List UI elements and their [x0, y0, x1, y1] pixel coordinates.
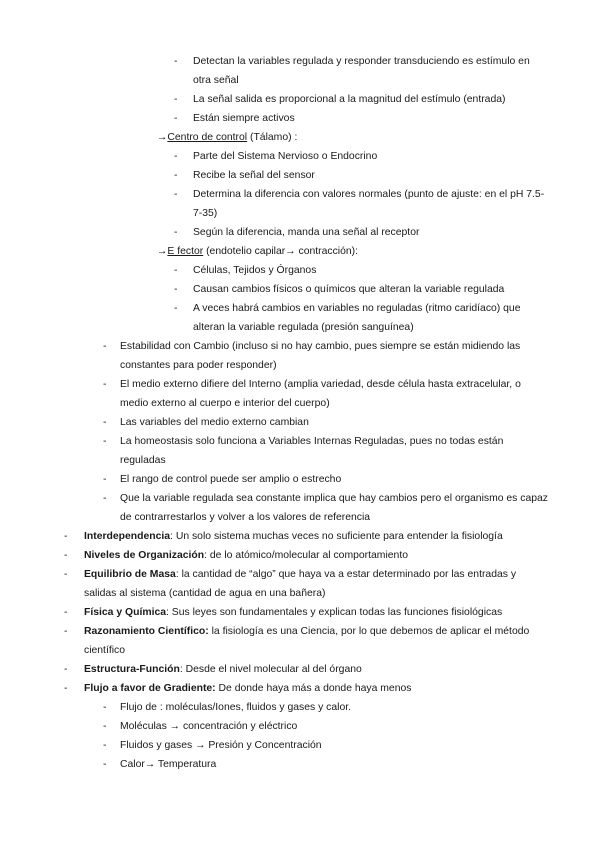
bullet-dash: - — [103, 341, 107, 352]
gradient-item — [0, 698, 600, 717]
bullet-dash: - — [174, 227, 178, 238]
item-text: Recibe la señal del sensor — [193, 170, 315, 181]
principle-item — [0, 679, 600, 698]
principle-item — [0, 527, 600, 546]
bullet-dash: - — [64, 664, 68, 675]
bullet-dash: - — [174, 151, 178, 162]
principle-text: : Un solo sistema muchas veces no suficiente para entender la fisiología — [170, 531, 503, 542]
effector-item — [0, 299, 600, 337]
bullet-dash: - — [103, 759, 107, 770]
item-text: El medio externo difiere del Interno (amplia variedad, desde célula hasta extracelular, o medio externo al cuerpo e interior del cuerpo) — [120, 379, 521, 409]
gradient-item — [0, 755, 600, 774]
item-text: Fluidos y gases → Presión y Concentración — [120, 740, 322, 751]
item-text: La señal salida es proporcional a la magnitud del estímulo (entrada) — [193, 94, 506, 105]
homeostasis-item — [0, 470, 600, 489]
item-text: Estabilidad con Cambio (incluso si no hay cambio, pues siempre se están midiendo las constantes para poder responder) — [120, 341, 521, 371]
homeostasis-item — [0, 489, 600, 527]
bullet-dash: - — [174, 113, 178, 124]
item-text: Las variables del medio externo cambian — [120, 417, 309, 428]
effector-heading — [0, 242, 600, 261]
principle-text: : la cantidad de “algo” que haya va a estar determinado por las entradas y salidas al sistema (cantidad de agua en una bañera) — [84, 569, 517, 599]
bullet-dash: - — [103, 379, 107, 390]
bullet-dash: - — [64, 531, 68, 542]
item-text: Determina la diferencia con valores normales (punto de ajuste: en el pH 7.5-7-35) — [193, 189, 545, 219]
bullet-dash: - — [103, 721, 107, 732]
effector-label: E fector — [167, 246, 204, 257]
bullet-dash: - — [103, 740, 107, 751]
principle-text: De donde haya más a donde haya menos — [215, 683, 412, 694]
bullet-dash: - — [174, 94, 178, 105]
principle-term: Interdependencia — [84, 531, 171, 542]
principle-term: Física y Química — [84, 607, 167, 618]
bullet-dash: - — [64, 569, 68, 580]
bullet-dash: - — [174, 284, 178, 295]
item-text: Flujo de : moléculas/Iones, fluidos y gases y calor. — [120, 702, 352, 713]
bullet-dash: - — [174, 303, 178, 314]
principle-term: Razonamiento Científico: — [84, 626, 209, 637]
item-text: Calor→ Temperatura — [120, 759, 217, 770]
principle-text: : Sus leyes son fundamentales y explican todas las funciones fisiológicas — [166, 607, 503, 618]
item-text: Causan cambios físicos o químicos que alteran la variable regulada — [193, 284, 505, 295]
control-center-heading — [0, 128, 600, 147]
homeostasis-item — [0, 375, 600, 413]
principle-term: Flujo a favor de Gradiente: — [84, 683, 216, 694]
effector-item — [0, 280, 600, 299]
bullet-dash: - — [103, 417, 107, 428]
bullet-dash: - — [174, 56, 178, 67]
control-center-detail: (Tálamo) : — [247, 132, 298, 143]
bullet-dash: - — [64, 607, 68, 618]
item-text: Parte del Sistema Nervioso o Endocrino — [193, 151, 378, 162]
gradient-item — [0, 717, 600, 736]
bullet-dash: - — [103, 702, 107, 713]
bullet-dash: - — [174, 170, 178, 181]
item-text: Según la diferencia, manda una señal al receptor — [193, 227, 420, 238]
principle-item — [0, 622, 600, 660]
principle-term: Niveles de Organización — [84, 550, 205, 561]
arrow: → — [157, 132, 168, 143]
item-text: Que la variable regulada sea constante implica que hay cambios pero el organismo es capaz de contrarrestarlos y volver a los valores de referencia — [120, 493, 548, 523]
bullet-dash: - — [103, 474, 107, 485]
principle-item — [0, 565, 600, 603]
item-text: Están siempre activos — [193, 113, 295, 124]
homeostasis-item — [0, 337, 600, 375]
principle-text: : de lo atómico/molecular al comportamiento — [204, 550, 408, 561]
sensor-item — [0, 90, 600, 109]
homeostasis-item — [0, 413, 600, 432]
sensor-item — [0, 52, 600, 90]
bullet-dash: - — [174, 189, 178, 200]
principle-item — [0, 660, 600, 679]
bullet-dash: - — [174, 265, 178, 276]
effector-detail: (endotelio capilar→ contracción): — [203, 246, 358, 257]
principle-text: : Desde el nivel molecular al del órgano — [179, 664, 362, 675]
item-text: Moléculas → concentración y eléctrico — [120, 721, 298, 732]
principle-item — [0, 546, 600, 565]
bullet-dash: - — [64, 550, 68, 561]
item-text: A veces habrá cambios en variables no reguladas (ritmo caridíaco) que alteran la variable regulada (presión sanguínea) — [193, 303, 521, 333]
item-text: Detectan la variables regulada y responder transduciendo es estímulo en otra señal — [193, 56, 530, 86]
bullet-dash: - — [64, 626, 68, 637]
principle-item — [0, 603, 600, 622]
sensor-item — [0, 109, 600, 128]
homeostasis-item — [0, 432, 600, 470]
effector-item — [0, 261, 600, 280]
gradient-item — [0, 736, 600, 755]
control-center-label: Centro de control — [167, 132, 248, 143]
item-text: El rango de control puede ser amplio o estrecho — [120, 474, 342, 485]
bullet-dash: - — [64, 683, 68, 694]
control-item — [0, 147, 600, 166]
principle-text: la fisiología es una Ciencia, por lo que debemos de aplicar el método científico — [84, 626, 530, 656]
control-item — [0, 223, 600, 242]
bullet-dash: - — [103, 493, 107, 504]
control-item — [0, 166, 600, 185]
control-item — [0, 185, 600, 223]
principle-term: Equilibrio de Masa — [84, 569, 176, 580]
principle-term: Estructura-Función — [84, 664, 180, 675]
arrow: → — [157, 246, 168, 257]
item-text: Células, Tejidos y Órganos — [193, 265, 317, 276]
item-text: La homeostasis solo funciona a Variables Internas Reguladas, pues no todas están reguladas — [120, 436, 504, 466]
document-page — [0, 52, 600, 774]
bullet-dash: - — [103, 436, 107, 447]
